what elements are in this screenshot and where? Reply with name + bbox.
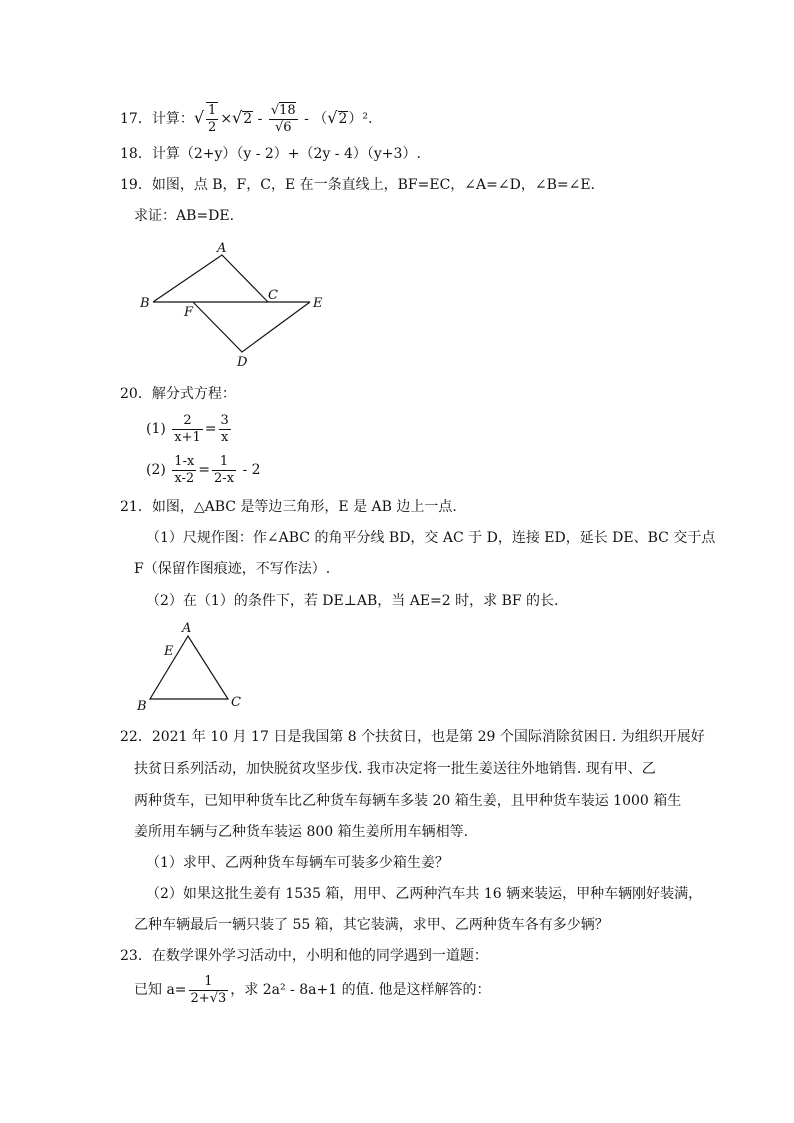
equilateral-triangle — [150, 636, 228, 699]
label-a: A — [217, 241, 227, 256]
label-e: E — [164, 644, 174, 659]
q22-line4: 姜所用车辆与乙种货车装运 800 箱生姜所用车辆相等. — [134, 824, 469, 840]
q22-line6: （2）如果这批生姜有 1535 箱，用甲、乙两种汽车共 16 辆来装运，甲种车辆刚好装满， — [146, 886, 703, 902]
q23-line1: 23．在数学课外学习活动中，小明和他的同学遇到一道题： — [120, 948, 488, 964]
label-c: C — [231, 695, 241, 710]
label-b: B — [140, 296, 150, 311]
triangle-abc — [153, 255, 268, 302]
label-c: C — [268, 288, 278, 303]
q17-number: 17． — [120, 111, 152, 127]
q20-part2: (2) $\frac{1-x}{x-2}$ = $\frac{1}{2-x}$ - 2 — [146, 453, 261, 486]
q21-line3: F（保留作图痕迹，不写作法）. — [134, 561, 331, 577]
q23-line2: 已知 a= $\frac{1}{2+√3}$ ，求 2a² - 8a+1 的值. 他是这样解答的： — [134, 973, 491, 1006]
q19-line2: 求证：AB=DE. — [134, 208, 235, 224]
q22-line3: 两种货车，已知甲种货车比乙种货车每辆车多装 20 箱生姜，且甲种货车装运 1000 箱生 — [134, 793, 682, 809]
q19-figure — [135, 238, 335, 370]
q20-part1: (1) $\frac{2}{x+1}$ = $\frac{3}{x}$ — [146, 412, 229, 445]
label-b: B — [137, 699, 147, 712]
label-d: D — [237, 355, 248, 370]
q17-lead: 计算： — [151, 111, 194, 127]
q17-fraction-2: $\frac{√18}{√6}$ — [270, 102, 296, 135]
label-e: E — [313, 296, 323, 311]
q22-line2: 扶贫日系列活动，加快脱贫攻坚步伐. 我市决定将一批生姜送往外地销售. 现有甲、乙 — [134, 761, 656, 777]
q21-line4: （2）在（1）的条件下，若 DE⊥AB，当 AE=2 时，求 BF 的长. — [146, 593, 559, 609]
q18: 18．计算（2+y）（y - 2）+（2y - 4）（y+3）. — [120, 146, 421, 162]
q19-line1: 19．如图，点 B，F，C，E 在一条直线上，BF=EC，∠A=∠D，∠B=∠E. — [120, 177, 595, 193]
label-a: A — [182, 621, 192, 636]
q21-line1: 21．如图，△ABC 是等边三角形，E 是 AB 边上一点. — [120, 499, 457, 515]
sqrt-symbol: √ — [193, 108, 205, 127]
q17: 17．计算：√ $\frac{1}{2}$ ×√2 - $\frac{√18}{√6}$ - （√2）². — [120, 102, 373, 135]
q21-figure — [134, 620, 254, 712]
q22-line5: （1）求甲、乙两种货车每辆车可装多少箱生姜？ — [146, 855, 449, 871]
q21-line2: （1）尺规作图：作∠ABC 的角平分线 BD，交 AC 于 D，连接 ED，延长 DE、BC 交于点 — [146, 530, 716, 546]
label-f: F — [184, 305, 194, 320]
q22-line1: 22．2021 年 10 月 17 日是我国第 8 个扶贫日，也是第 29 个国际消除贫困日. 为组织开展好 — [120, 729, 705, 745]
q22-line7: 乙种车辆最后一辆只装了 55 箱，其它装满，求甲、乙两种货车各有多少辆？ — [134, 917, 609, 933]
triangle-fde — [193, 302, 310, 352]
q20-title: 20．解分式方程： — [120, 386, 236, 402]
q17-fraction-1: $\frac{1}{2}$ — [208, 103, 217, 135]
